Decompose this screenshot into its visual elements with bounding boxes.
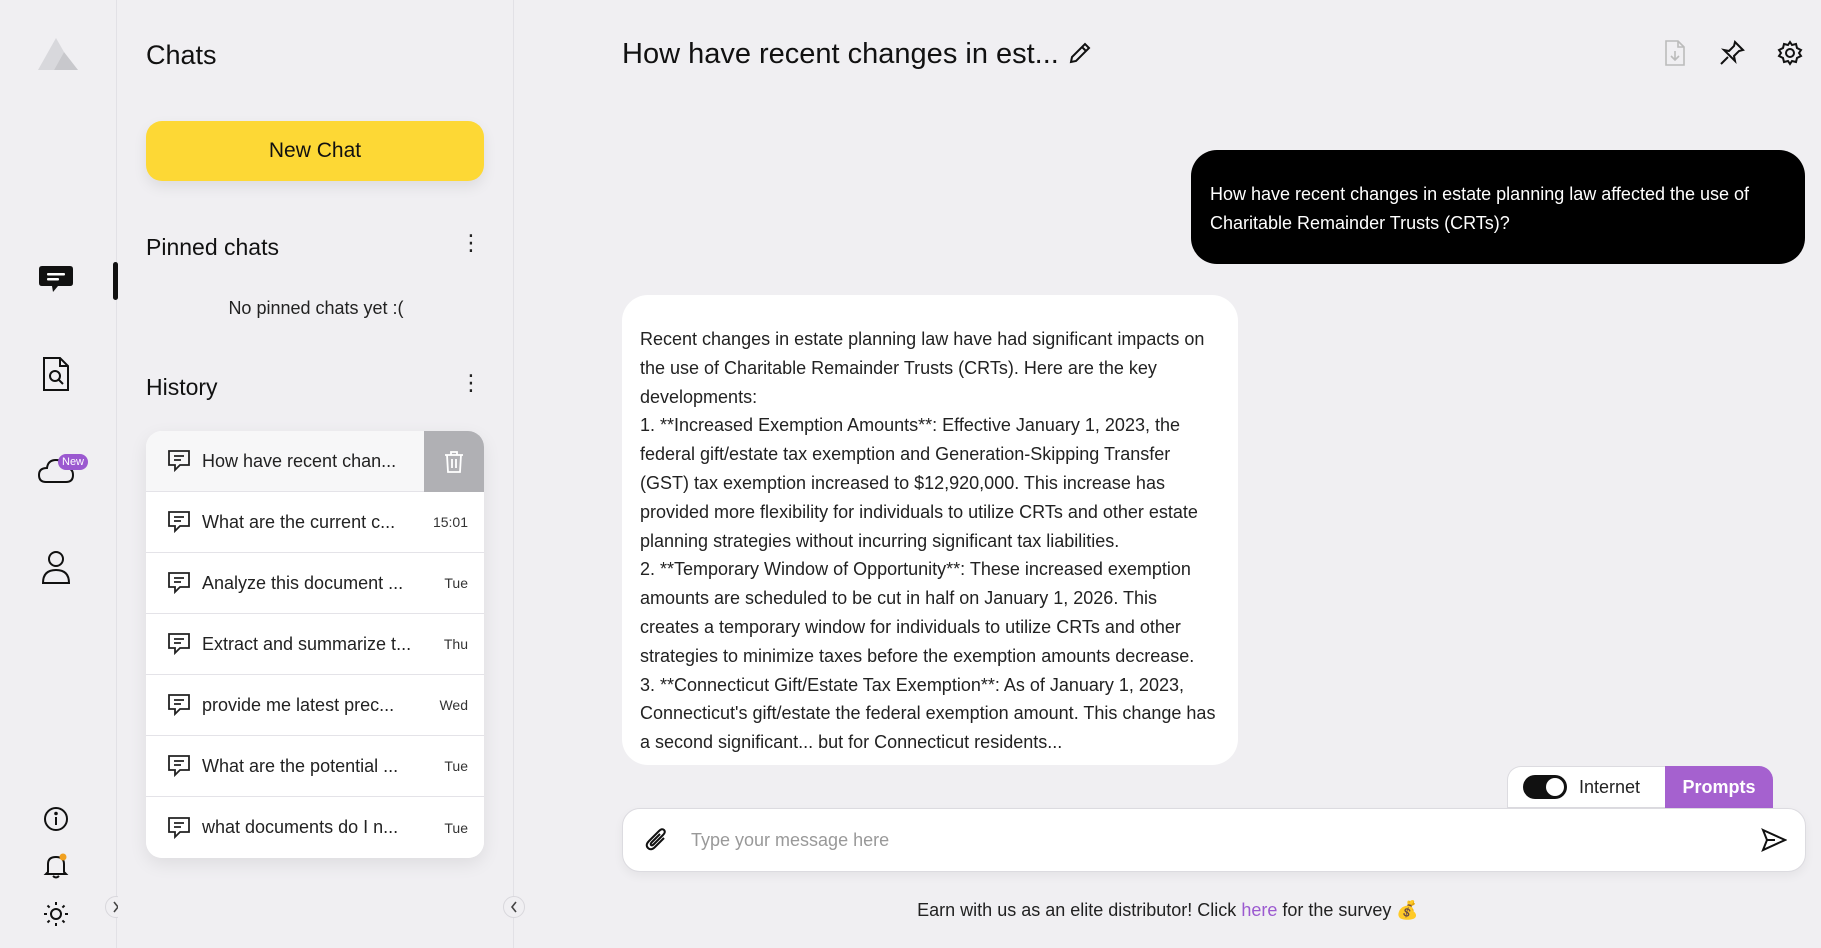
history-item[interactable] [146,492,484,553]
message-input[interactable] [691,830,1761,851]
chat-bubble-icon [166,753,192,779]
history-title: History [146,374,218,400]
history-item[interactable] [146,736,484,797]
assistant-message-paragraph: 3. **Connecticut Gift/Estate Tax Exemption**: As of January 1, 2023, Connecticut's gift/estate the federal exemption amount. This change has a second significant... but for Connecticut residents... [640,674,1216,753]
history-item-time: Thu [443,636,468,652]
trash-icon[interactable] [424,431,484,492]
notification-bell-icon[interactable] [34,844,78,888]
survey-text-end: for the survey 💰 [1282,900,1419,920]
prompts-button[interactable]: Prompts [1665,766,1773,808]
history-item-time: Wed [439,697,468,713]
history-item-time: Tue [444,575,468,591]
history-item-title: what documents do I n... [202,817,399,837]
chats-title: Chats [146,40,217,70]
chat-bubble-icon [166,570,192,596]
chats-panel [118,0,514,948]
survey-link[interactable]: here [1241,900,1278,920]
send-icon[interactable] [1761,828,1787,852]
assistant-message-paragraph: 1. **Increased Exemption Amounts**: Effective January 1, 2023, the federal gift/estate tax exemption and Generation-Skipping Transfer (GST) tax exemption increased to $12,920,000. This increase has provided more flexibility for individuals to utilize CRTs and other estate planning strategies without incurring significant tax liabilities. [640,415,1198,551]
history-item-title: Analyze this document ... [202,572,404,593]
edit-pencil-icon[interactable] [1067,40,1093,71]
new-chat-button[interactable]: New Chat [146,121,484,181]
chat-bubble-icon [166,815,192,841]
settings-gear-icon[interactable] [1775,38,1805,68]
chat-main [515,0,1821,948]
history-item-time: Tue [444,819,468,836]
history-item[interactable] [146,614,484,675]
chat-nav-icon[interactable] [34,258,78,302]
history-item[interactable] [146,431,484,492]
theme-sun-icon[interactable] [34,892,78,936]
history-item[interactable] [146,675,484,736]
history-item[interactable] [146,553,484,614]
survey-banner [515,900,1821,921]
internet-toggle[interactable] [1523,775,1567,799]
chat-bubble-icon [166,692,192,718]
survey-text: Earn with us as an elite distributor! Click [917,900,1237,920]
new-badge: New [58,454,88,470]
message-input-bar [622,808,1806,872]
left-rail [0,0,117,948]
input-controls [1507,766,1773,808]
profile-icon[interactable] [34,545,78,589]
history-item-title: What are the potential ... [202,755,399,776]
document-search-icon[interactable] [34,352,78,396]
internet-label: Internet [1579,776,1641,797]
chat-bubble-icon [166,631,192,657]
history-item-title: Extract and summarize t... [202,633,412,654]
no-pinned-text: No pinned chats yet :( [228,298,404,318]
history-item-title: How have recent chan... [202,450,397,471]
history-item-time: 15:01 [432,514,468,530]
history-item[interactable] [146,797,484,858]
history-item-time: Tue [444,758,468,774]
history-item-title: provide me latest prec... [202,694,395,715]
chat-bubble-icon [166,448,192,474]
app-logo-icon[interactable] [34,32,82,76]
download-document-icon[interactable] [1660,38,1690,68]
assistant-message-paragraph: Recent changes in estate planning law have had significant impacts on the use of Charitable Remainder Trusts (CRTs). Here are the key developments: [640,329,1205,407]
info-icon[interactable] [34,797,78,841]
history-item-title: What are the current c... [202,511,396,532]
assistant-message-paragraph: 2. **Temporary Window of Opportunity**: These increased exemption amounts are scheduled to be cut in half on January 1, 2026. This creates a temporary window for individuals to utilize CRTs and other strategies to minimize taxes before the exemption amounts decrease. [640,559,1195,666]
assistant-message-bubble [622,295,1238,765]
user-message-bubble: How have recent changes in estate planning law affected the use of Charitable Remainder Trusts (CRTs)? [1191,150,1805,264]
pinned-more-icon[interactable]: ⋮ [460,230,482,255]
paperclip-attach-icon[interactable] [645,827,669,853]
chat-bubble-icon [166,509,192,535]
internet-toggle-group[interactable] [1507,766,1665,808]
chat-title: How have recent changes in est... [622,38,1059,70]
pinned-chats-title: Pinned chats [146,234,279,260]
history-more-icon[interactable]: ⋮ [460,370,482,395]
pin-icon[interactable] [1717,38,1747,68]
history-list [146,431,484,858]
